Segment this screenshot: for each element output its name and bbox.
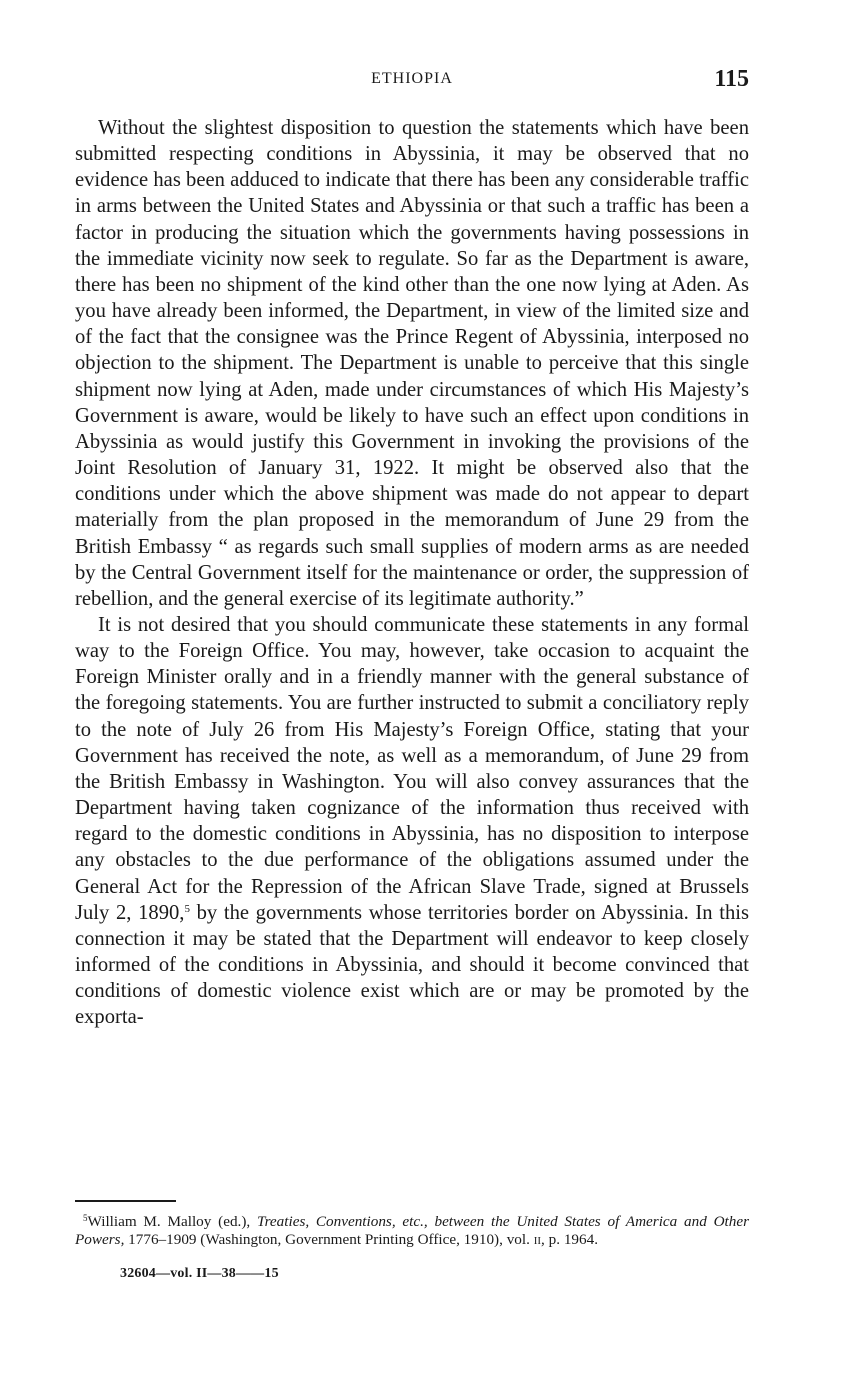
paragraph-2 [75,612,749,1031]
body-text [75,115,749,1030]
footnote-reference[interactable]: 5 [184,902,190,915]
footnote-publication: 1776–1909 (Washington, Government Printing Office, 1910), vol. [124,1230,534,1248]
footnote-volume: ii [533,1230,542,1248]
footnote-author: William M. Malloy (ed.), [87,1213,257,1230]
page-header [75,66,749,96]
page-number: 115 [714,66,749,92]
paragraph-2-text-end: by the governments whose territories border on Abyssinia. In this connection it may be stated that the Department will endeavor to keep closely informed of the conditions in Abyssinia, and should it become convinced that conditions of domestic violence exist which are or may be promoted by the exporta- [75,901,749,1029]
paragraph-2-text-start: It is not desired that you should communicate these statements in any formal way to the Foreign Office. You may, however, take occasion to acquaint the Foreign Minister orally and in a friendly manner with the general substance of the foregoing statements. You are further instructed to submit a conciliatory reply to the note of July 26 from His Majesty’s Foreign Office, stating that your Government has received the note, as well as a memorandum, of June 29 from the British Embassy in Washington. You will also convey assurances that the Department having taken cognizance of the information thus received with regard to the domestic conditions in Abyssinia, has no disposition to interpose any obstacles to the due performance of the obligations assumed under the General Act for the Repression of the African Slave Trade, signed at Brussels July 2, 1890, [75,613,749,924]
paragraph-1: Without the slightest disposition to question the statements which have been submitted respecting conditions in Abyssinia, it may be observed that no evidence has been adduced to indicate that there has been any considerable traffic in arms between the United States and Abyssinia or that such a traffic has been a factor in producing the situation which the governments having possessions in the immediate vicinity now seek to regulate. So far as the Department is aware, there has been no shipment of the kind other than the one now lying at Aden. As you have already been informed, the Department, in view of the limited size and of the fact that the consignee was the Prince Regent of Abyssinia, interposed no objection to the shipment. The Department is unable to perceive that this single shipment now lying at Aden, made under circumstances of which His Majesty’s Government is aware, would be likely to have such an effect upon conditions in Abyssinia as would justify this Government in invoking the provisions of the Joint Resolution of January 31, 1922. It might be observed also that the conditions under which the above shipment was made do not appear to depart materially from the plan proposed in the memorandum of June 29 from the British Embassy “ as regards such small supplies of modern arms as are needed by the Central Government itself for the maintenance or order, the suppression of rebellion, and the general exercise of its legitimate authority.” [75,117,749,610]
running-head: ETHIOPIA [371,70,453,87]
footnote [75,1213,749,1248]
print-code: 32604—vol. II—38——15 [120,1266,279,1281]
footnote-title: Treaties, Conventions, etc., between the United States of America and Other Powers, [75,1213,749,1248]
footnote-page: , p. 1964. [541,1230,598,1248]
footnote-divider [75,1200,176,1202]
footnote-marker: 5 [83,1213,88,1223]
